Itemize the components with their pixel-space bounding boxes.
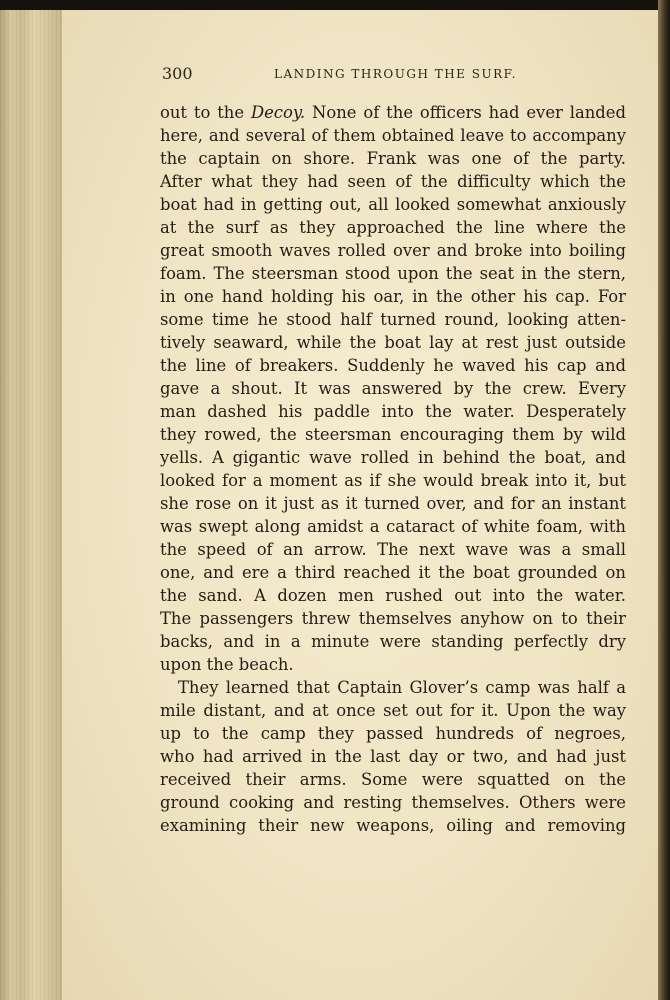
text-line: [160, 101, 626, 124]
page-header: [162, 64, 624, 86]
text-line: man dashed his paddle into the water. Desperately: [160, 402, 626, 421]
text-line: who had arrived in the last day or two, and had just: [160, 747, 626, 766]
text-line: the speed of an arrow. The next wave was a small: [160, 540, 626, 559]
text-line: one, and ere a third reached it the boat grounded on: [160, 563, 626, 582]
text-line: gave a shout. It was answered by the crew. Every: [160, 379, 626, 398]
text-line: some time he stood half turned round, looking atten-: [160, 310, 626, 329]
text-line: After what they had seen of the difficulty which the: [160, 172, 626, 191]
text-line: received their arms. Some were squatted on the: [160, 770, 626, 789]
text-span: out to the: [160, 103, 251, 122]
text-line: in one hand holding his oar, in the other his cap. For: [160, 287, 626, 306]
text-span: None of the officers had ever landed: [305, 103, 626, 122]
text-line: they rowed, the steersman encouraging them by wild: [160, 425, 626, 444]
text-line: up to the camp they passed hundreds of negroes,: [160, 724, 626, 743]
running-head: LANDING THROUGH THE SURF.: [274, 67, 517, 81]
text-line: she rose on it just as it turned over, and for an instant: [160, 494, 626, 513]
text-line: the sand. A dozen men rushed out into the water.: [160, 586, 626, 605]
text-line: The passengers threw themselves anyhow on to their: [160, 609, 626, 628]
body-text: [160, 101, 626, 837]
page-number: 300: [162, 64, 193, 83]
text-line: the captain on shore. Frank was one of the party.: [160, 149, 626, 168]
text-line: was swept along amidst a cataract of white foam, with: [160, 517, 626, 536]
text-line: the line of breakers. Suddenly he waved his cap and: [160, 356, 626, 375]
text-line: great smooth waves rolled over and broke into boiling: [160, 241, 626, 260]
book-edge-right: [658, 0, 670, 1000]
page-stack-edge: [0, 10, 62, 1000]
text-line: tively seaward, while the boat lay at rest just outside: [160, 333, 626, 352]
text-line: at the surf as they approached the line where the: [160, 218, 626, 237]
text-line: foam. The steersman stood upon the seat in the stern,: [160, 264, 626, 283]
text-line: boat had in getting out, all looked somewhat anxiously: [160, 195, 626, 214]
text-line: ground cooking and resting themselves. Others were: [160, 793, 626, 812]
text-line: here, and several of them obtained leave to accompany: [160, 126, 626, 145]
paragraph-end-line: upon the beach.: [160, 655, 294, 674]
text-line: examining their new weapons, oiling and removing: [160, 816, 626, 835]
ship-name: Decoy.: [250, 103, 306, 122]
text-line: backs, and in a minute were standing perfectly dry: [160, 632, 626, 651]
text-line: yells. A gigantic wave rolled in behind the boat, and: [160, 448, 626, 467]
paragraph-start-line: They learned that Captain Glover’s camp was half a: [178, 678, 626, 697]
text-line: mile distant, and at once set out for it. Upon the way: [160, 701, 626, 720]
text-line: looked for a moment as if she would break into it, but: [160, 471, 626, 490]
